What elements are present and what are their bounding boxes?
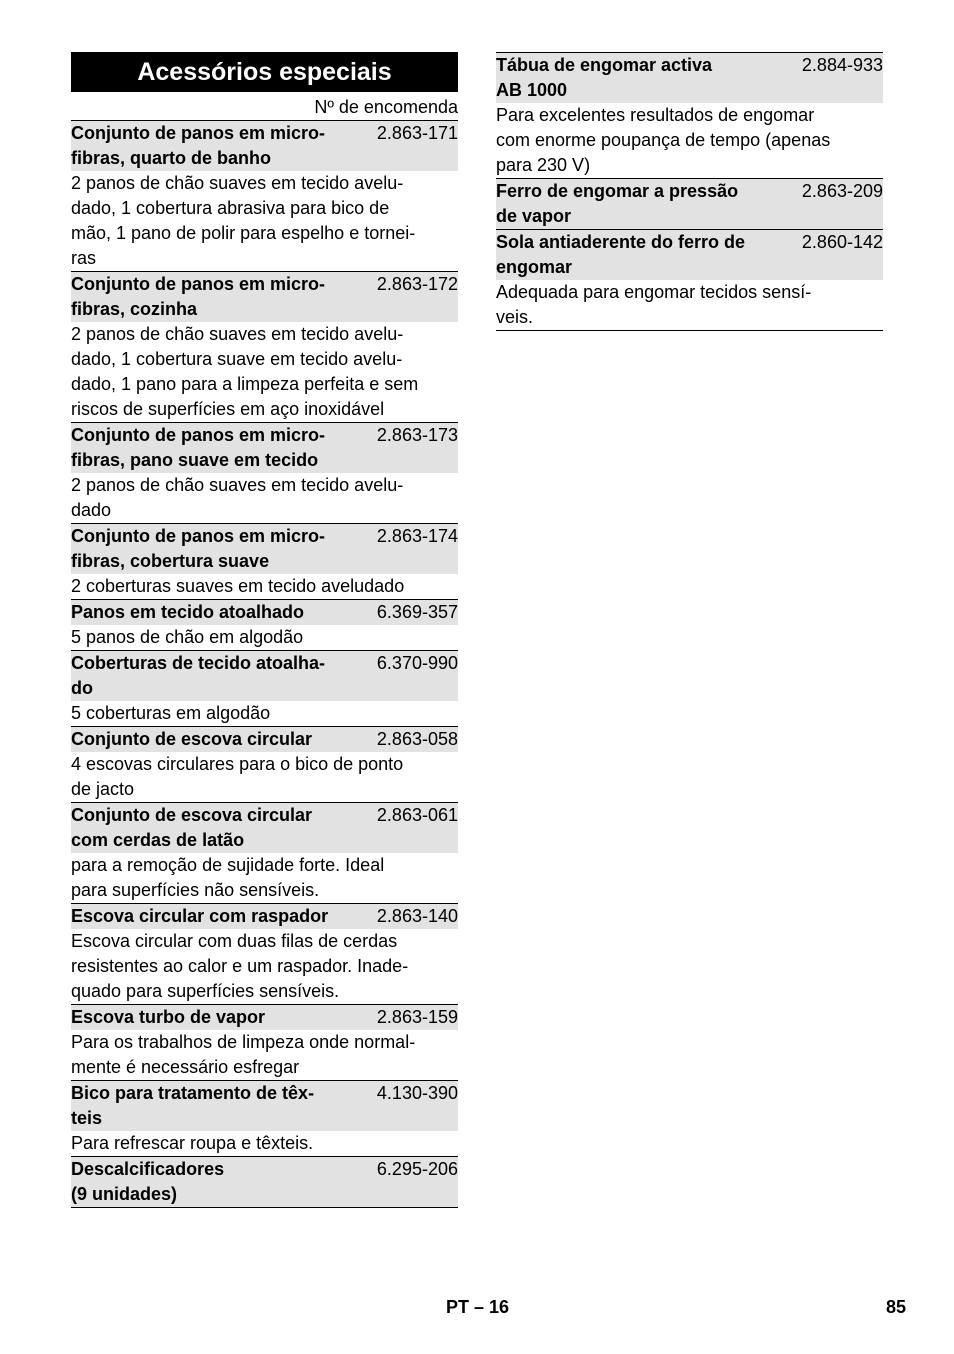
accessory-name-line: Conjunto de escova circular — [71, 805, 313, 825]
accessory-description — [71, 473, 458, 523]
accessory-item — [71, 422, 458, 523]
accessory-name-line: Sola antiaderente do ferro de — [496, 232, 746, 252]
order-number: 2.863-173 — [376, 425, 458, 445]
accessory-item — [71, 120, 458, 271]
accessory-name-line: AB 1000 — [496, 80, 568, 100]
accessory-description-line: dado, 1 cobertura suave em tecido avelu- — [71, 349, 403, 369]
accessory-item — [496, 178, 883, 229]
accessory-header — [71, 651, 458, 701]
left-accessory-list — [71, 120, 458, 1208]
accessory-header — [496, 179, 883, 229]
accessory-name — [71, 524, 325, 574]
accessory-header — [71, 1005, 458, 1030]
order-number: 2.863-159 — [376, 1007, 458, 1027]
order-number: 2.884-933 — [801, 55, 883, 75]
accessory-item — [496, 52, 883, 178]
accessory-name-line: (9 unidades) — [71, 1184, 178, 1204]
accessory-description-line: 5 panos de chão em algodão — [71, 627, 304, 647]
accessory-name-line: Panos em tecido atoalhado — [71, 602, 305, 622]
accessory-header — [71, 904, 458, 929]
accessory-description-line: dado — [71, 500, 112, 520]
accessory-name — [71, 121, 325, 171]
accessory-item — [496, 229, 883, 331]
accessory-description-line: Para excelentes resultados de engomar — [496, 105, 815, 125]
accessory-description — [71, 625, 458, 650]
accessory-name-line: Conjunto de panos em micro- — [71, 425, 326, 445]
accessory-header — [71, 727, 458, 752]
accessory-name-line: engomar — [496, 257, 573, 277]
accessory-item — [71, 903, 458, 1004]
accessory-description — [71, 322, 458, 422]
accessory-name — [71, 904, 328, 929]
accessory-description — [71, 701, 458, 726]
accessory-name — [496, 179, 738, 229]
accessory-item — [71, 523, 458, 599]
accessory-header — [71, 423, 458, 473]
accessory-description — [71, 929, 458, 1004]
accessory-description-line: ras — [71, 248, 97, 268]
accessory-name-line: teis — [71, 1108, 103, 1128]
order-number: 2.863-171 — [376, 123, 458, 143]
accessory-description-line: Escova circular com duas filas de cerdas — [71, 931, 398, 951]
accessory-header — [71, 272, 458, 322]
accessory-description-line: para a remoção de sujidade forte. Ideal — [71, 855, 385, 875]
accessory-name — [71, 803, 312, 853]
accessory-item — [71, 1156, 458, 1208]
right-column — [496, 52, 883, 331]
accessory-description-line: quado para superfícies sensíveis. — [71, 981, 340, 1001]
accessory-header — [71, 121, 458, 171]
accessory-name — [71, 1005, 265, 1030]
accessory-description-line: de jacto — [71, 779, 135, 799]
accessory-name — [71, 600, 304, 625]
accessory-description — [496, 280, 883, 330]
accessory-name-line: do — [71, 678, 93, 698]
accessory-name-line: Coberturas de tecido atoalha- — [71, 653, 326, 673]
left-column — [71, 52, 458, 1208]
accessory-description-line: 5 coberturas em algodão — [71, 703, 271, 723]
order-number: 2.863-209 — [801, 181, 883, 201]
order-number: 2.863-140 — [376, 906, 458, 926]
accessory-name — [71, 651, 325, 701]
accessory-description — [71, 752, 458, 802]
accessory-name — [71, 272, 325, 322]
order-number: 2.863-058 — [376, 729, 458, 749]
accessory-description-line: riscos de superfícies em aço inoxidável — [71, 399, 385, 419]
accessory-description-line: Para refrescar roupa e têxteis. — [71, 1133, 314, 1153]
accessory-name-line: de vapor — [496, 206, 572, 226]
order-number: 2.863-174 — [376, 526, 458, 546]
accessory-header — [71, 524, 458, 574]
accessory-description — [71, 853, 458, 903]
accessory-name — [496, 53, 712, 103]
accessory-description-line: mão, 1 pano de polir para espelho e tornei- — [71, 223, 416, 243]
accessory-name-line: Tábua de engomar activa — [496, 55, 713, 75]
accessory-name-line: Conjunto de escova circular — [71, 729, 313, 749]
accessory-header — [71, 803, 458, 853]
accessory-item — [71, 1004, 458, 1080]
accessory-description-line: resistentes ao calor e um raspador. Inade- — [71, 956, 409, 976]
order-number: 6.369-357 — [376, 602, 458, 622]
accessory-name-line: fibras, quarto de banho — [71, 148, 272, 168]
accessory-item — [71, 271, 458, 422]
accessory-description-line: com enorme poupança de tempo (apenas — [496, 130, 831, 150]
accessory-name-line: fibras, pano suave em tecido — [71, 450, 319, 470]
accessory-name-line: Conjunto de panos em micro- — [71, 123, 326, 143]
accessory-header — [71, 1157, 458, 1207]
footer-page-label: PT – 16 — [446, 1297, 510, 1317]
accessory-description-line: mente é necessário esfregar — [71, 1057, 300, 1077]
order-number: 4.130-390 — [376, 1083, 458, 1103]
order-number: 2.863-172 — [376, 274, 458, 294]
accessory-name-line: fibras, cozinha — [71, 299, 198, 319]
accessory-name-line: Ferro de engomar a pressão — [496, 181, 739, 201]
order-number: 6.370-990 — [376, 653, 458, 673]
accessory-description-line: 2 panos de chão suaves em tecido avelu- — [71, 475, 404, 495]
accessory-description — [71, 1131, 458, 1156]
accessory-description-line: para superfícies não sensíveis. — [71, 880, 320, 900]
accessory-description — [71, 574, 458, 599]
accessory-description-line: dado, 1 pano para a limpeza perfeita e sem — [71, 374, 419, 394]
accessory-name-line: Descalcificadores — [71, 1159, 225, 1179]
accessory-description — [71, 171, 458, 271]
accessory-item — [71, 1080, 458, 1156]
accessory-description-line: 2 panos de chão suaves em tecido avelu- — [71, 324, 404, 344]
accessory-name-line: Bico para tratamento de têx- — [71, 1083, 315, 1103]
accessory-name-line: Escova turbo de vapor — [71, 1007, 266, 1027]
order-number-label: Nº de encomenda — [314, 97, 458, 117]
accessory-description-line: dado, 1 cobertura abrasiva para bico de — [71, 198, 390, 218]
accessory-header — [496, 230, 883, 280]
accessory-name-line: fibras, cobertura suave — [71, 551, 270, 571]
order-number: 6.295-206 — [376, 1159, 458, 1179]
footer-page-number: 85 — [885, 1297, 906, 1317]
order-number: 2.860-142 — [801, 232, 883, 252]
accessory-name-line: Conjunto de panos em micro- — [71, 526, 326, 546]
accessory-name-line: com cerdas de latão — [71, 830, 245, 850]
accessory-description-line: 4 escovas circulares para o bico de ponto — [71, 754, 404, 774]
right-accessory-list — [496, 52, 883, 331]
accessory-header — [71, 600, 458, 625]
accessory-header — [71, 1081, 458, 1131]
section-title: Acessórios especiais — [71, 52, 458, 92]
accessory-description — [71, 1030, 458, 1080]
accessory-name — [71, 423, 325, 473]
accessory-name — [71, 727, 312, 752]
accessory-item — [71, 650, 458, 726]
accessory-name — [71, 1081, 314, 1131]
accessory-item — [71, 599, 458, 650]
accessory-description-line: 2 coberturas suaves em tecido aveludado — [71, 576, 405, 596]
accessory-name-line: Escova circular com raspador — [71, 906, 329, 926]
accessory-item — [71, 802, 458, 903]
accessory-description-line: veis. — [496, 307, 534, 327]
accessory-name — [71, 1157, 224, 1207]
accessory-description-line: 2 panos de chão suaves em tecido avelu- — [71, 173, 404, 193]
accessory-description — [496, 103, 883, 178]
accessory-item — [71, 726, 458, 802]
accessory-header — [496, 53, 883, 103]
accessory-description-line: Adequada para engomar tecidos sensí- — [496, 282, 812, 302]
accessory-description-line: para 230 V) — [496, 155, 591, 175]
order-number: 2.863-061 — [376, 805, 458, 825]
accessory-name-line: Conjunto de panos em micro- — [71, 274, 326, 294]
accessory-description-line: Para os trabalhos de limpeza onde normal- — [71, 1032, 416, 1052]
accessory-name — [496, 230, 745, 280]
